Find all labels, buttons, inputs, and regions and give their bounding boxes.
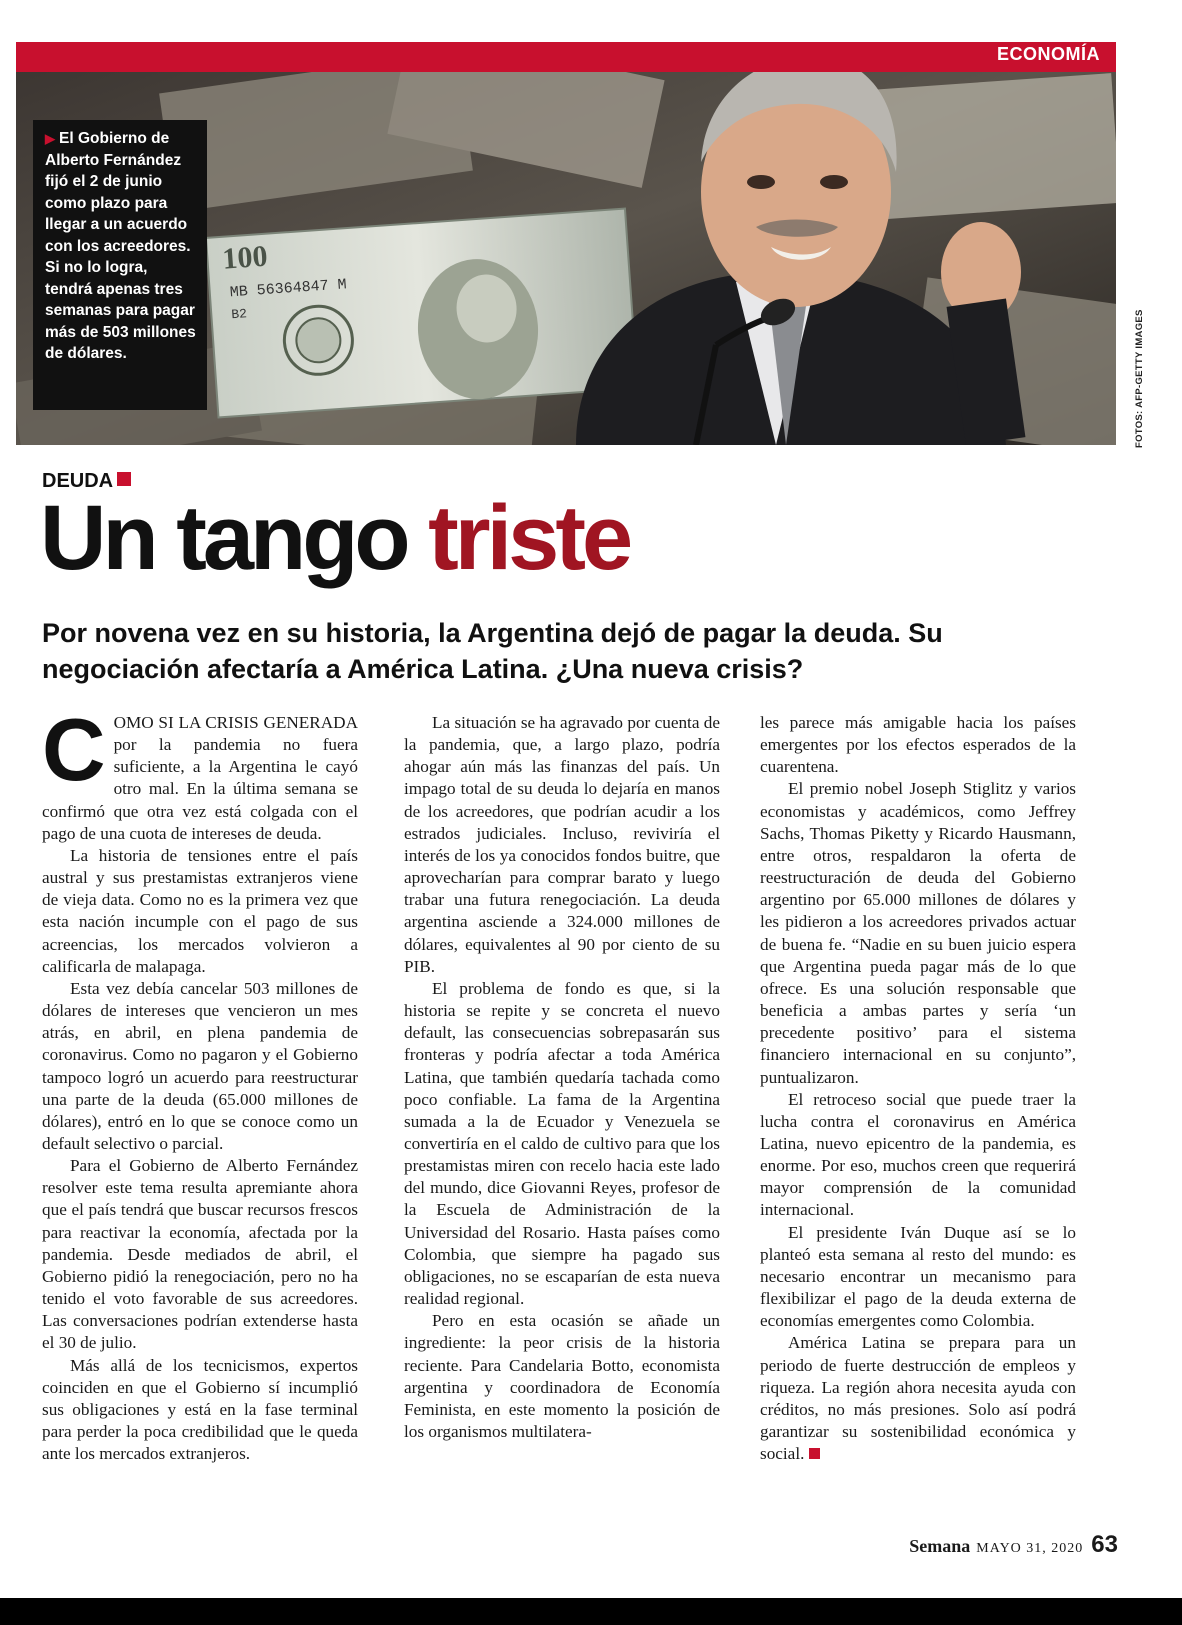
photo-caption <box>33 120 207 410</box>
headline-part-2: triste <box>428 487 630 589</box>
red-square-icon <box>117 472 131 486</box>
scan-border <box>0 1598 1182 1625</box>
svg-text:B2: B2 <box>230 306 248 323</box>
section-bar <box>16 42 1116 72</box>
triangle-icon: ▶ <box>45 131 55 146</box>
paragraph: El premio nobel Joseph Stiglitz y varios economistas y académicos, como Jeffrey Sachs, Thomas Piketty y Ricardo Hausmann, entre otros, respaldaron la oferta de reestructuración de deuda del Gobierno argentino por 65.000 millones de dólares y les pidieron a los acreedores privados actuar de buena fe. “Nadie en su buen juicio espera que Argentina pueda pagar más de lo que ofrece. Es una solución responsable que beneficia a ambas partes y sería ‘un precedente positivo’ para el sistema financiero internacional en su conjunto”, puntualizaron. <box>760 779 1076 1087</box>
svg-text:MB 56364847 M: MB 56364847 M <box>229 276 348 302</box>
page-number: 63 <box>1091 1531 1118 1558</box>
paragraph-text: América Latina se prepara para un periodo de fuerte destrucción de empleos y riqueza. La región ahora necesita ayuda con créditos, no más presiones. Solo así podrá garantizar su sostenibilidad económica y social. <box>760 1333 1076 1464</box>
issue-date: MAYO 31, 2020 <box>976 1541 1084 1556</box>
paragraph <box>760 1332 1076 1465</box>
body-column-3 <box>760 712 1076 1465</box>
drop-cap: C <box>42 700 106 799</box>
paragraph: La historia de tensiones entre el país austral y sus prestamistas extranjeros viene de vieja data. Como no es la primera vez que esta nación incumple con el pago de sus acreencias, los mercados volvieron a calificarla de malapaga. <box>42 845 358 976</box>
headline <box>40 488 629 588</box>
section-label: ECONOMÍA <box>997 44 1100 64</box>
paragraph: El problema de fondo es que, si la historia se repite y se concreta el nuevo default, las consecuencias sobrepasarán sus fronteras y podría afectar a toda América Latina, que también quedaría tachada como poco confiable. La fama de la Argentina sumada a la de Ecuador y Venezuela se convertiría en el caldo de cultivo para que los prestamistas miren con recelo hacia este lado del mundo, dice Giovanni Reyes, profesor de la Escuela de Administración de la Universidad del Rosario. Hasta países como Colombia, que siempre ha pagado sus obligaciones, no se escaparían de esta nueva realidad regional. <box>404 978 720 1309</box>
paragraph: El retroceso social que puede traer la lucha contra el coronavirus en América Latina, nuevo epicentro de la pandemia, es enorme. Por eso, muchos creen que requerirá mayor comprensión de la comunidad internacional. <box>760 1089 1076 1220</box>
paragraph: La situación se ha agravado por cuenta de la pandemia, que, a largo plazo, podría ahogar aún más las finanzas del país. Un impago total de su deuda lo dejaría en manos de los acreedores, que podrían acudir a los estrados judiciales. Incluso, reviviría el interés de los ya conocidos fondos buitre, que aprovecharían para comprar barato y luego trabar una futura renegociación. La deuda argentina asciende a 324.000 millones de dólares, equivalentes al 90 por ciento de su PIB. <box>404 713 720 976</box>
kicker-text: DEUDA <box>42 470 114 492</box>
paragraph: Más allá de los tecnicismos, expertos coinciden en que el Gobierno sí incumplió sus obligaciones y está en la fase terminal para perder la poca credibilidad que le queda ante los mercados extranjeros. <box>42 1355 358 1464</box>
paragraph: Para el Gobierno de Alberto Fernández resolver este tema resulta apremiante ahora que el país tendrá que buscar recursos frescos para reactivar la economía, afectada por la pandemia. Desde mediados de abril, el Gobierno pidió la renegociación, pero no ha tenido el voto favorable de sus acreedores. Las conversaciones podrían extenderse hasta el 30 de julio. <box>42 1156 358 1353</box>
end-mark-icon <box>809 1448 820 1459</box>
svg-text:100: 100 <box>221 239 269 276</box>
paragraph: OMO SI LA CRISIS GENERADA por la pandemia no fuera suficiente, a la Argentina le cayó otro mal. En la última semana se confirmó que otra vez está colgada con el pago de una cuota de intereses de deuda. <box>42 713 358 843</box>
publication-name: Semana <box>909 1536 971 1556</box>
body-column-1 <box>42 700 358 1465</box>
deck: Por novena vez en su historia, la Argentina dejó de pagar la deuda. Su negociación afectaría a América Latina. ¿Una nueva crisis? <box>42 618 943 684</box>
body-column-2 <box>404 712 720 1443</box>
photo-credit: FOTOS: AFP-GETTY IMAGES <box>1134 309 1145 448</box>
headline-part-1: Un tango <box>40 487 429 589</box>
paragraph: Esta vez debía cancelar 503 millones de dólares de intereses que vencieron un mes atrás, en abril, en plena pandemia de coronavirus. Como no pagaron y el Gobierno tampoco logró un acuerdo para reestructurar una parte de la deuda (65.000 millones de dólares), entró en lo que se conoce como un default selectivo o parcial. <box>42 978 358 1153</box>
photo-caption-text: El Gobierno de Alberto Fernández fijó el 2 de junio como plazo para llegar a un acuerdo con los acreedores. Si no lo logra, tendrá apenas tres semanas para pagar más de 503 millones de dólares. <box>45 130 196 362</box>
paragraph: Pero en esta ocasión se añade un ingrediente: la peor crisis de la historia reciente. Para Candelaria Botto, economista argentina y coordinadora de Economía Feminista, en este momento la posición de los organismos multilatera- <box>404 1311 720 1441</box>
paragraph: les parece más amigable hacia los países emergentes por los efectos esperados de la cuarentena. <box>760 713 1076 777</box>
page-footer <box>909 1531 1118 1559</box>
paragraph: El presidente Iván Duque así se lo planteó esta semana al resto del mundo: es necesario encontrar un mecanismo para flexibilizar el pago de la deuda externa de economías emergentes como Colombia. <box>760 1222 1076 1331</box>
